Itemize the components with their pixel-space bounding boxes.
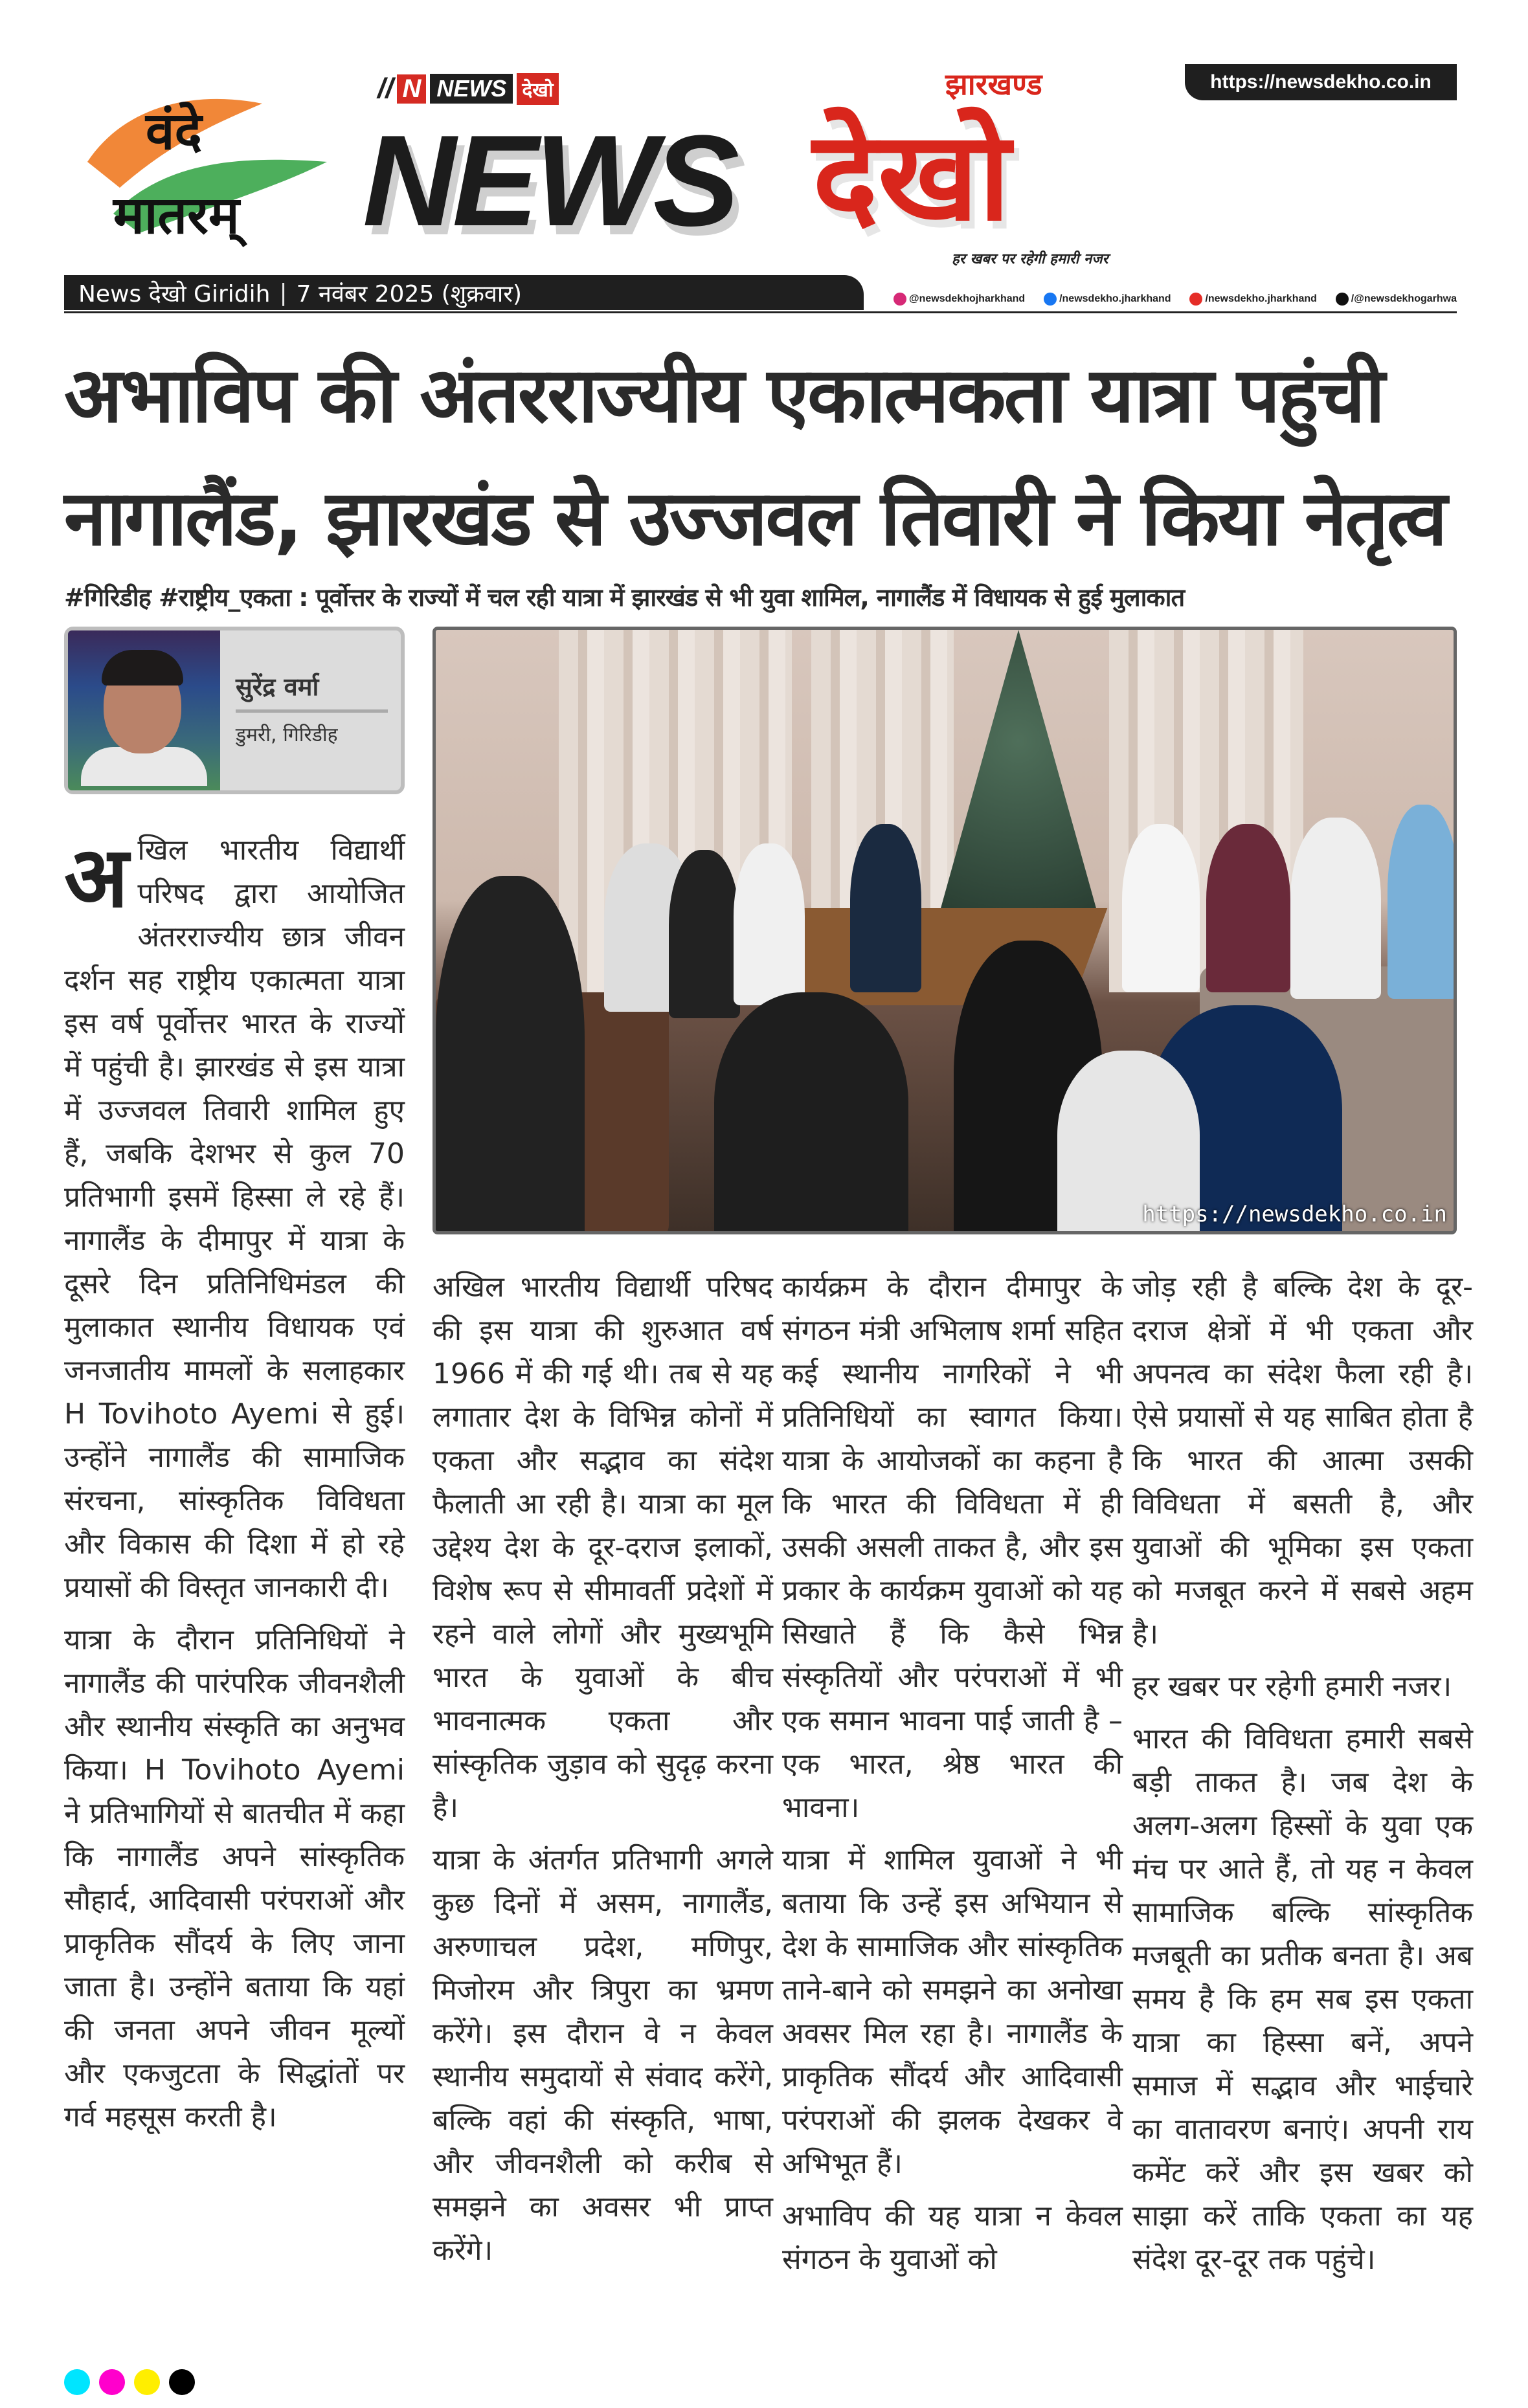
brand-mini-dekho: देखो: [517, 73, 558, 105]
social-facebook[interactable]: [1044, 293, 1171, 306]
website-url-badge[interactable]: https://newsdekho.co.in: [1185, 64, 1457, 100]
article-column-2: [433, 1265, 773, 2281]
social-handle: /newsdekho.jharkhand: [1205, 293, 1317, 304]
author-byline: [64, 627, 405, 794]
article-column-3: [782, 1265, 1123, 2290]
yellow-dot: [134, 2369, 160, 2395]
social-handle: /@newsdekhogarhwa: [1351, 293, 1457, 304]
divider: [236, 709, 388, 713]
article-paragraph: यात्रा के अंतर्गत प्रतिभागी अगले कुछ दिनों में असम, नागालैंड, अरुणाचल प्रदेश, मणिपुर, मिजोरम और त्रिपुरा का भ्रमण करेंगे। इस दौरान वे न केवल स्थानीय समुदायों से संवाद करेंगे, बल्कि वहां की संस्कृति, भाषा, और जीवनशैली को करीब से समझने का अवसर भी प्राप्त करेंगे।: [433, 1844, 773, 2267]
article-column-1: [64, 829, 405, 2148]
article-paragraph: अभाविप की यह यात्रा न केवल संगठन के युवाओं को: [782, 2200, 1123, 2276]
header-divider: [64, 311, 1457, 313]
article-paragraph: यात्रा के दौरान प्रतिनिधियों ने नागालैंड की पारंपरिक जीवनशैली और स्थानीय संस्कृति का अनुभव किया। H Tovihoto Ayemi ने प्रतिभागियों से बातचीत में कहा कि नागालैंड अपने सांस्कृतिक सौहार्द, आदिवासी परंपराओं और प्राकृतिक सौंदर्य के लिए जाना जाता है। उन्होंने बताया कि यहां की जनता अपने जीवन मूल्यों और एकजुटता के सिद्धांतों पर गर्व महसूस करती है।: [64, 1623, 405, 2134]
article-paragraph: भारत की विविधता हमारी सबसे बड़ी ताकत है। जब देश के अलग-अलग हिस्सों के युवा एक मंच पर आते हैं, तो यह न केवल सामाजिक बल्कि सांस्कृतिक मजबूती का प्रतीक बनता है। अब समय है कि हम सब इस एकता यात्रा का हिस्सा बनें, अपने समाज में सद्भाव और भाईचारे का वातावरण बनाएं। अपनी राय कमेंट करें और इस खबर को साझा करें ताकि एकता का यह संदेश दूर-दूर तक पहुंचे।: [1132, 1722, 1473, 2276]
article-photo: [433, 627, 1457, 1234]
brand-tagline: हर खबर पर रहेगी हमारी नजर: [952, 251, 1108, 267]
subheadline: #गिरिडीह #राष्ट्रीय_एकता : पूर्वोत्तर के राज्यों में चल रही यात्रा में झारखंड से भी युवा शामिल, नागालैंड में विधायक से हुई मुलाकात: [64, 583, 1185, 612]
cmyk-registration-marks: [64, 2369, 195, 2395]
photo-watermark: https://newsdekho.co.in: [1142, 1201, 1447, 1227]
headline: [64, 333, 1463, 579]
black-dot: [169, 2369, 195, 2395]
youtube-icon: [1189, 293, 1202, 306]
drop-cap: अ: [64, 828, 129, 926]
article-paragraph: जोड़ रही है बल्कि देश के दूर-दराज क्षेत्रों में भी एकता और अपनत्व का संदेश फैला रही है। ऐसे प्रयासों से यह साबित होता है कि भारत की आत्मा उसकी विविधता में बसती है, और युवाओं की भूमिका इस एकता को मजबूत करने में सबसे अहम है।: [1132, 1271, 1473, 1651]
author-location: डुमरी, गिरिडीह: [236, 724, 338, 746]
article-paragraph: [64, 829, 405, 1609]
magenta-dot: [99, 2369, 125, 2395]
author-name: सुरेंद्र वर्मा: [236, 673, 319, 701]
author-avatar: [68, 630, 220, 790]
article-column-4: [1132, 1265, 1473, 2290]
instagram-icon: [893, 293, 906, 306]
article-paragraph: यात्रा में शामिल युवाओं ने भी बताया कि उन्हें इस अभियान से देश के सामाजिक और सांस्कृतिक ताने-बाने को समझने का अनोखा अवसर मिल रहा है। नागालैंड के प्राकृतिक सौंदर्य और आदिवासी परंपराओं की झलक देखकर वे अभिभूत हैं।: [782, 1844, 1123, 2180]
headline-line-1: अभाविप की अंतरराज्यीय एकात्मकता यात्रा पहुंची: [64, 350, 1384, 440]
x-icon: [1336, 293, 1349, 306]
social-instagram[interactable]: [893, 293, 1025, 306]
issue-date: 7 नवंबर 2025 (शुक्रवार): [296, 280, 522, 307]
brand-mini-news: NEWS: [430, 74, 513, 104]
cyan-dot: [64, 2369, 90, 2395]
social-x[interactable]: [1336, 293, 1457, 306]
brand-mini-logo: // N NEWS देखो: [377, 72, 559, 105]
social-youtube[interactable]: [1189, 293, 1316, 306]
edition-label: News देखो Giridih: [78, 280, 271, 307]
article-paragraph: अखिल भारतीय विद्यार्थी परिषद की इस यात्रा की शुरुआत वर्ष 1966 में की गई थी। तब से यह लगातार देश के विभिन्न कोनों में एकता और सद्भाव का संदेश फैलाती आ रही है। यात्रा का मूल उद्देश्य देश के दूर-दराज इलाकों, विशेष रूप से सीमावर्ती प्रदेशों में रहने वाले लोगों और मुख्यभूमि भारत के युवाओं के बीच भावनात्मक एकता और सांस्कृतिक जुड़ाव को सुदृढ़ करना है।: [433, 1271, 773, 1824]
edition-date-bar: [64, 275, 864, 310]
headline-line-2: नागालैंड, झारखंड से उज्जवल तिवारी ने किया नेतृत्व: [64, 473, 1446, 563]
social-links: [893, 293, 1457, 306]
svg-text:वंदे: वंदे: [146, 101, 202, 161]
brand-dekho-text: देखो: [813, 105, 1011, 248]
paragraph-text: खिल भारतीय विद्यार्थी परिषद द्वारा आयोजित अंतरराज्यीय छात्र जीवन दर्शन सह राष्ट्रीय एकात्मता यात्रा इस वर्ष पूर्वोत्तर भारत के राज्यों में पहुंची है। झारखंड से इस यात्रा में उज्जवल तिवारी शामिल हुए हैं, जबकि देशभर से कुल 70 प्रतिभागी इसमें हिस्सा ले रहे हैं। नागालैंड के दीमापुर में यात्रा के दूसरे दिन प्रतिनिधिमंडल की मुलाकात स्थानीय विधायक एवं जनजातीय मामलों के सलाहकार H Tovihoto Ayemi से हुई। उन्होंने नागालैंड की सामाजिक संरचना, सांस्कृतिक विविधता और विकास की दिशा में हो रहे प्रयासों की विस्तृत जानकारी दी।: [64, 834, 405, 1604]
facebook-icon: [1044, 293, 1057, 306]
article-paragraph: कार्यक्रम के दौरान दीमापुर के संगठन मंत्री अभिलाष शर्मा सहित कई स्थानीय नागरिकों ने भी प्रतिनिधियों का स्वागत किया। यात्रा के आयोजकों का कहना है कि भारत की विविधता में ही उसकी असली ताकत है, और इस प्रकार के कार्यक्रम युवाओं को यह सिखाते हैं कि कैसे भिन्न संस्कृतियों और परंपराओं में भी एक समान भावना पाई जाती है – एक भारत, श्रेष्ठ भारत की भावना।: [782, 1271, 1123, 1824]
social-handle: /newsdekho.jharkhand: [1059, 293, 1171, 304]
social-handle: @newsdekhojharkhand: [909, 293, 1026, 304]
brand-news-text: NEWS: [363, 109, 736, 253]
divider: |: [279, 279, 287, 306]
brand-state-label: झारखण्ड: [945, 67, 1042, 102]
vande-mataram-logo: [68, 65, 333, 259]
svg-text:मातरम्: मातरम्: [113, 185, 240, 245]
article-tagline: हर खबर पर रहेगी हमारी नजर।: [1132, 1670, 1452, 1703]
